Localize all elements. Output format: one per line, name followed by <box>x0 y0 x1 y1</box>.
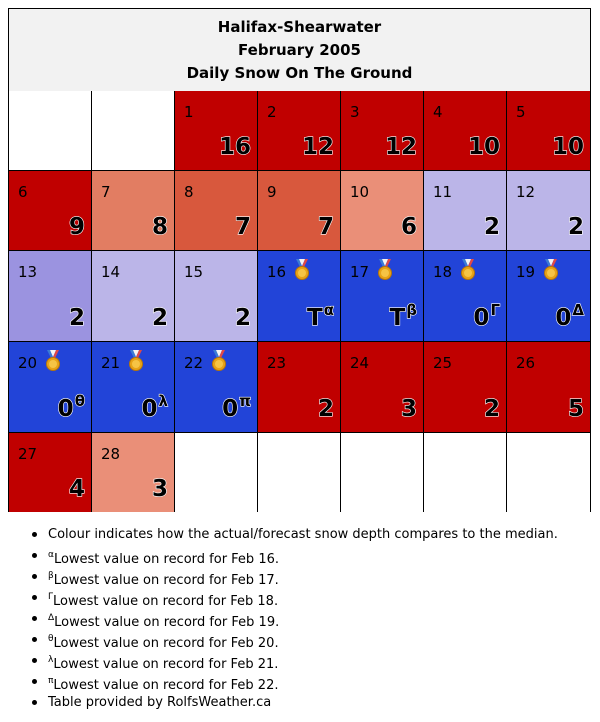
snow-depth-number: 3 <box>400 396 417 422</box>
snow-calendar <box>8 8 591 512</box>
note-item <box>48 671 558 692</box>
footnote-marker: θ <box>74 392 85 410</box>
note-text: Lowest value on record for Feb 16. <box>53 552 279 567</box>
day-number: 3 <box>350 103 360 121</box>
note-item <box>48 608 558 629</box>
snow-depth-value <box>555 301 584 331</box>
record-medal-icon <box>208 349 230 371</box>
day-number: 7 <box>101 183 111 201</box>
note-marker: Γ <box>48 592 54 602</box>
day-cell <box>9 171 92 251</box>
empty-cell <box>175 433 258 512</box>
day-number: 14 <box>101 263 121 281</box>
snow-depth-value <box>473 301 500 331</box>
note-text: Lowest value on record for Feb 17. <box>53 573 279 588</box>
footnote-marker: π <box>239 392 251 410</box>
snow-depth-value <box>307 301 334 331</box>
day-cell <box>341 91 424 171</box>
snow-depth-number: 2 <box>317 396 334 422</box>
snow-depth-number: 2 <box>151 305 168 331</box>
record-medal-icon <box>125 349 147 371</box>
snow-depth-value <box>390 301 417 331</box>
footnote-marker: Δ <box>572 301 584 319</box>
day-number: 16 <box>267 263 287 281</box>
day-cell <box>341 171 424 251</box>
snow-depth-number: 2 <box>483 214 500 240</box>
snow-depth-value <box>568 396 584 422</box>
snow-depth-number: 3 <box>151 476 168 502</box>
snow-depth-number: 0 <box>555 305 572 331</box>
snow-depth-value <box>318 396 334 422</box>
note-text: Lowest value on record for Feb 22. <box>53 678 279 693</box>
day-cell <box>341 342 424 433</box>
record-medal-icon <box>374 258 396 280</box>
note-item <box>48 545 558 566</box>
day-cell <box>424 342 507 433</box>
day-number: 2 <box>267 103 277 121</box>
station-title: Halifax-Shearwater <box>217 18 382 36</box>
snow-depth-number: 6 <box>400 214 417 240</box>
snow-depth-number: 12 <box>301 134 334 160</box>
snow-depth-number: 0 <box>57 396 74 422</box>
day-cell <box>9 251 92 342</box>
snow-depth-number: 12 <box>384 134 417 160</box>
snow-depth-number: 2 <box>234 305 251 331</box>
snow-depth-number: 0 <box>473 305 490 331</box>
day-cell <box>424 171 507 251</box>
note-marker: λ <box>48 655 54 665</box>
day-cell <box>175 342 258 433</box>
snow-depth-value <box>152 214 168 240</box>
snow-depth-value <box>302 134 334 160</box>
footnote-marker: Γ <box>490 301 500 319</box>
day-number: 4 <box>433 103 443 121</box>
metric-title: Daily Snow On The Ground <box>186 64 413 82</box>
day-number: 13 <box>18 263 38 281</box>
snow-depth-value <box>141 392 168 422</box>
snow-depth-number: 16 <box>218 134 251 160</box>
snow-depth-number: 2 <box>483 396 500 422</box>
snow-depth-number: T <box>389 305 406 331</box>
day-number: 11 <box>433 183 453 201</box>
snow-depth-value <box>152 305 168 331</box>
day-number: 6 <box>18 183 28 201</box>
snow-depth-value <box>484 396 500 422</box>
day-number: 24 <box>350 354 370 372</box>
note-text: Colour indicates how the actual/forecast snow depth compares to the median. <box>48 527 558 542</box>
day-number: 28 <box>101 445 121 463</box>
day-cell <box>175 91 258 171</box>
snow-depth-number: 7 <box>317 214 334 240</box>
day-number: 18 <box>433 263 453 281</box>
snow-depth-value <box>219 134 251 160</box>
note-marker: θ <box>48 634 54 644</box>
note-marker: β <box>48 571 54 581</box>
snow-depth-value <box>401 214 417 240</box>
snow-depth-value <box>69 305 85 331</box>
day-number: 17 <box>350 263 370 281</box>
day-cell <box>507 342 590 433</box>
day-cell <box>424 251 507 342</box>
empty-cell <box>507 433 590 512</box>
note-text: Lowest value on record for Feb 19. <box>54 615 280 630</box>
day-cell <box>9 433 92 512</box>
note-text: Table provided by RolfsWeather.ca <box>48 695 272 710</box>
snow-depth-value <box>222 392 251 422</box>
day-number: 25 <box>433 354 453 372</box>
day-number: 5 <box>516 103 526 121</box>
day-number: 9 <box>267 183 277 201</box>
day-cell <box>9 342 92 433</box>
record-medal-icon <box>291 258 313 280</box>
snow-depth-value <box>385 134 417 160</box>
day-number: 15 <box>184 263 204 281</box>
day-number: 1 <box>184 103 194 121</box>
day-number: 22 <box>184 354 204 372</box>
note-item <box>48 629 558 650</box>
note-item <box>48 524 558 545</box>
day-number: 26 <box>516 354 536 372</box>
empty-cell <box>258 433 341 512</box>
snow-depth-number: T <box>306 305 323 331</box>
day-cell <box>507 171 590 251</box>
snow-depth-value <box>235 214 251 240</box>
snow-depth-value <box>568 214 584 240</box>
snow-depth-number: 4 <box>68 476 85 502</box>
snow-depth-number: 8 <box>151 214 168 240</box>
note-marker: α <box>48 550 54 560</box>
day-number: 21 <box>101 354 121 372</box>
snow-depth-value <box>58 392 85 422</box>
note-item <box>48 587 558 608</box>
day-cell <box>175 251 258 342</box>
record-medal-icon <box>457 258 479 280</box>
note-text: Lowest value on record for Feb 18. <box>53 594 279 609</box>
day-cell <box>258 91 341 171</box>
day-number: 20 <box>18 354 38 372</box>
empty-cell <box>341 433 424 512</box>
snow-depth-number: 10 <box>551 134 584 160</box>
calendar-header <box>9 9 590 92</box>
day-number: 23 <box>267 354 287 372</box>
snow-depth-value <box>69 214 85 240</box>
day-number: 12 <box>516 183 536 201</box>
note-text: Lowest value on record for Feb 21. <box>53 657 279 672</box>
day-cell <box>424 91 507 171</box>
day-number: 27 <box>18 445 38 463</box>
day-cell <box>92 251 175 342</box>
snow-depth-value <box>235 305 251 331</box>
notes-list <box>8 524 558 713</box>
snow-depth-value <box>552 134 584 160</box>
record-medal-icon <box>540 258 562 280</box>
day-cell <box>258 251 341 342</box>
day-number: 19 <box>516 263 536 281</box>
snow-depth-value <box>152 476 168 502</box>
day-cell <box>258 171 341 251</box>
note-item <box>48 650 558 671</box>
empty-cell <box>92 91 175 171</box>
note-marker: π <box>48 676 54 686</box>
snow-depth-value <box>484 214 500 240</box>
day-cell <box>92 171 175 251</box>
empty-cell <box>9 91 92 171</box>
note-item <box>48 692 558 713</box>
snow-depth-value <box>401 396 417 422</box>
day-number: 8 <box>184 183 194 201</box>
day-cell <box>92 342 175 433</box>
snow-depth-number: 2 <box>68 305 85 331</box>
snow-depth-value <box>468 134 500 160</box>
day-cell <box>92 433 175 512</box>
snow-depth-number: 5 <box>567 396 584 422</box>
snow-depth-value <box>69 476 85 502</box>
day-cell <box>341 251 424 342</box>
day-cell <box>175 171 258 251</box>
day-cell <box>507 251 590 342</box>
day-cell <box>258 342 341 433</box>
snow-depth-value <box>318 214 334 240</box>
footnote-marker: α <box>323 301 334 319</box>
snow-depth-number: 2 <box>567 214 584 240</box>
empty-cell <box>424 433 507 512</box>
record-medal-icon <box>42 349 64 371</box>
snow-depth-number: 9 <box>68 214 85 240</box>
day-cell <box>507 91 590 171</box>
note-text: Lowest value on record for Feb 20. <box>53 636 279 651</box>
note-marker: Δ <box>48 613 55 623</box>
footnote-marker: λ <box>158 392 168 410</box>
footnote-marker: β <box>406 301 417 319</box>
snow-depth-number: 10 <box>467 134 500 160</box>
note-item <box>48 566 558 587</box>
snow-depth-number: 0 <box>141 396 158 422</box>
snow-depth-number: 7 <box>234 214 251 240</box>
snow-depth-number: 0 <box>222 396 239 422</box>
day-number: 10 <box>350 183 370 201</box>
month-title: February 2005 <box>238 41 361 59</box>
